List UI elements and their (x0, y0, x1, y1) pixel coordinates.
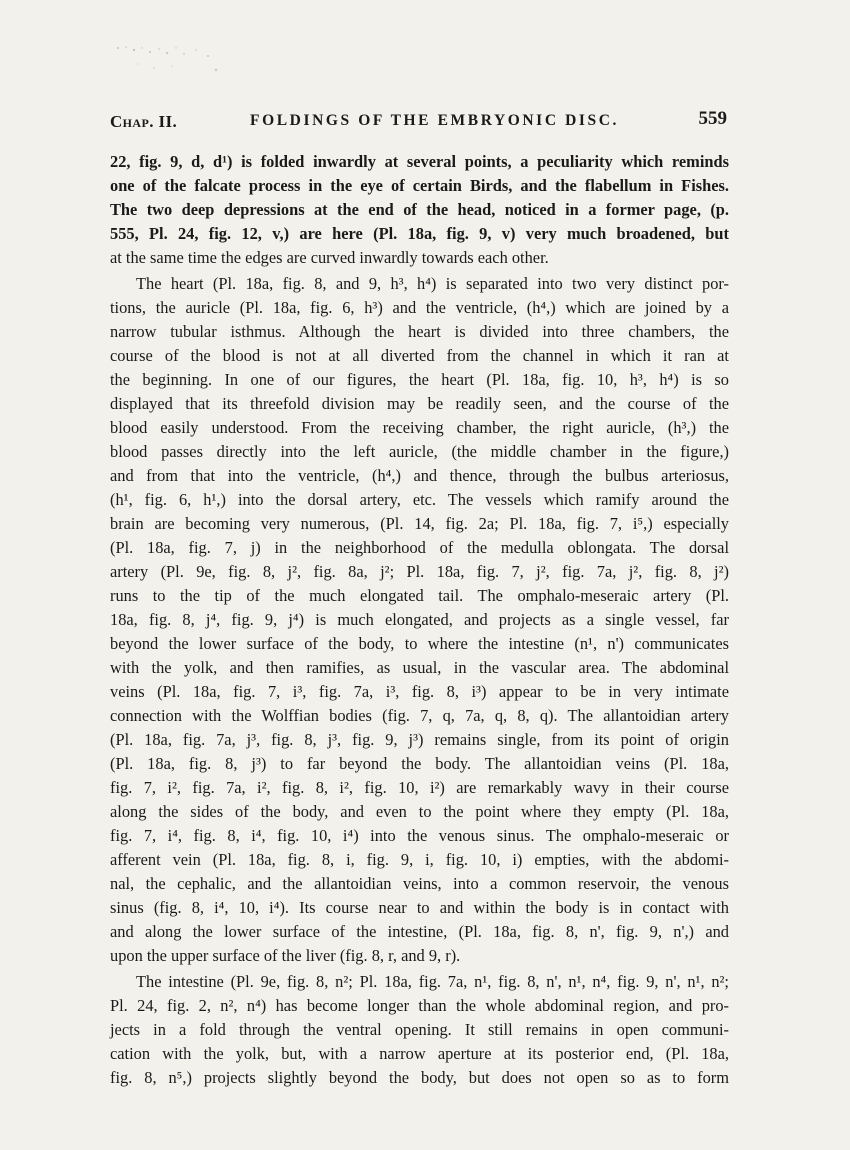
text-line: 18a, fig. 8, j⁴, fig. 9, j⁴) is much elongated, and projects as a single vessel, far (110, 610, 729, 629)
text-line: along the sides of the body, and even to the point where they empty (Pl. 18a, (110, 802, 729, 821)
text-line: sinus (fig. 8, i⁴, 10, i⁴). Its course near to and within the body is in contact with (110, 898, 729, 917)
text-line: with the yolk, and then ramifies, as usual, in the vascular area. The abdominal (110, 658, 729, 677)
text-line: fig. 7, i⁴, fig. 8, i⁴, fig. 10, i⁴) into the venous sinus. The omphalo-meseraic or (110, 826, 729, 845)
text-line: The two deep depressions at the end of the head, noticed in a former page, (p. (110, 200, 729, 219)
text-line: blood easily understood. From the receiving chamber, the right auricle, (h³,) the (110, 418, 729, 437)
text-line: The intestine (Pl. 9e, fig. 8, n²; Pl. 18a, fig. 7a, n¹, fig. 8, n', n¹, n⁴, fig. 9, n', n¹, n²; (136, 972, 729, 991)
text-line: brain are becoming very numerous, (Pl. 14, fig. 2a; Pl. 18a, fig. 7, i⁵,) especially (110, 514, 729, 533)
text-line: The heart (Pl. 18a, fig. 8, and 9, h³, h⁴) is separated into two very distinct por- (136, 274, 729, 293)
text-line: afferent vein (Pl. 18a, fig. 8, i, fig. 9, i, fig. 10, i) empties, with the abdomi- (110, 850, 729, 869)
text-line: jects in a fold through the ventral opening. It still remains in open communi- (110, 1020, 729, 1039)
text-line: the beginning. In one of our figures, the heart (Pl. 18a, fig. 10, h³, h⁴) is so (110, 370, 729, 389)
text-line: Pl. 24, fig. 2, n², n⁴) has become longer than the whole abdominal region, and pro- (110, 996, 729, 1015)
text-line: tions, the auricle (Pl. 18a, fig. 6, h³) and the ventricle, (h⁴,) which are joined by a (110, 298, 729, 317)
text-line: nal, the cephalic, and the allantoidian veins, into a common reservoir, the venous (110, 874, 729, 893)
text-line: (Pl. 18a, fig. 7a, j³, fig. 8, j³, fig. 9, j³) remains single, from its point of origin (110, 730, 729, 749)
page-number: 559 (698, 108, 727, 129)
text-line: at the same time the edges are curved inwardly towards each other. (110, 248, 549, 267)
text-line: and along the lower surface of the intestine, (Pl. 18a, fig. 8, n', fig. 9, n',) and (110, 922, 729, 941)
text-line: course of the blood is not at all diverted from the channel in which it ran at (110, 346, 729, 365)
text-line: narrow tubular isthmus. Although the heart is divided into three chambers, the (110, 322, 729, 341)
print-smudge (112, 42, 232, 76)
text-line: and from that into the ventricle, (h⁴,) and thence, through the bulbus arteriosus, (110, 466, 729, 485)
text-line: fig. 8, n⁵,) projects slightly beyond the body, but does not open so as to form (110, 1068, 729, 1087)
text-line: artery (Pl. 9e, fig. 8, j², fig. 8a, j²; Pl. 18a, fig. 7, j², fig. 7a, j², fig. 8, j²) (110, 562, 729, 581)
body-text (110, 150, 729, 1090)
text-line: runs to the tip of the much elongated tail. The omphalo-meseraic artery (Pl. (110, 586, 729, 605)
text-line: fig. 7, i², fig. 7a, i², fig. 8, i², fig. 10, i²) are remarkably wavy in their course (110, 778, 729, 797)
text-line: upon the upper surface of the liver (fig. 8, r, and 9, r). (110, 946, 461, 965)
text-line: beyond the lower surface of the body, to where the intestine (n¹, n') communicates (110, 634, 729, 653)
text-line: one of the falcate process in the eye of certain Birds, and the flabellum in Fishes. (110, 176, 729, 195)
text-line: blood passes directly into the left auricle, (the middle chamber in the figure,) (110, 442, 729, 461)
text-line: (Pl. 18a, fig. 8, j³) to far beyond the body. The allantoidian veins (Pl. 18a, (110, 754, 729, 773)
running-header (110, 108, 727, 138)
text-line: cation with the yolk, but, with a narrow aperture at its posterior end, (Pl. 18a, (110, 1044, 729, 1063)
text-line: 22, fig. 9, d, d¹) is folded inwardly at several points, a peculiarity which reminds (110, 152, 729, 171)
text-line: displayed that its threefold division may be readily seen, and the course of the (110, 394, 729, 413)
chapter-label: Chap. II. (110, 112, 178, 131)
text-line: connection with the Wolffian bodies (fig. 7, q, 7a, q, 8, q). The allantoidian artery (110, 706, 729, 725)
text-line: (Pl. 18a, fig. 7, j) in the neighborhood of the medulla oblongata. The dorsal (110, 538, 729, 557)
text-line: veins (Pl. 18a, fig. 7, i³, fig. 7a, i³, fig. 8, i³) appear to be in very intimate (110, 682, 729, 701)
text-line: 555, Pl. 24, fig. 12, v,) are here (Pl. 18a, fig. 9, v) very much broadened, but (110, 224, 729, 243)
text-line: (h¹, fig. 6, h¹,) into the dorsal artery, etc. The vessels which ramify around the (110, 490, 729, 509)
running-title: FOLDINGS OF THE EMBRYONIC DISC. (250, 112, 619, 129)
